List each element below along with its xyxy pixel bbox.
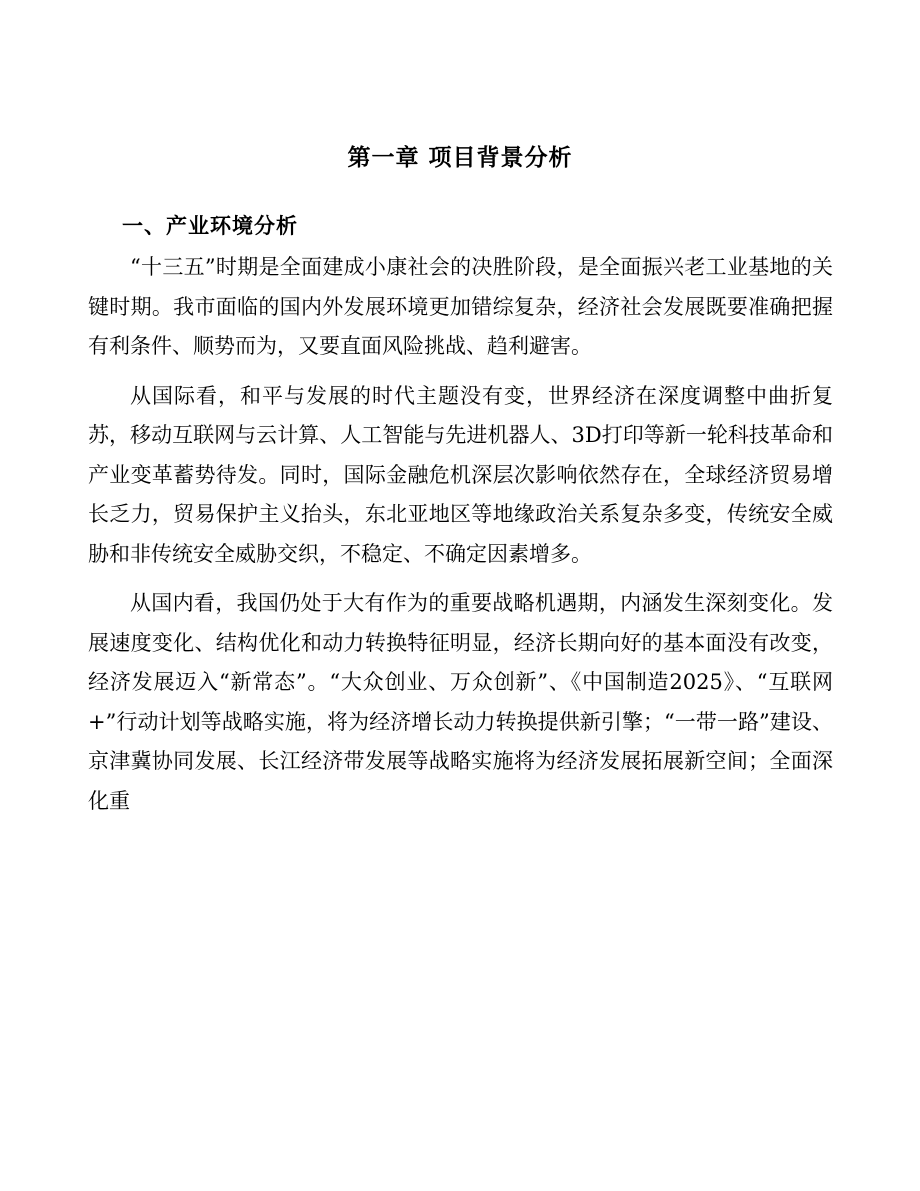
paragraph: “十三五”时期是全面建成小康社会的决胜阶段，是全面振兴老工业基地的关键时期。我市面临的国内外发展环境更加错综复杂，经济社会发展既要准确把握有利条件、顺势而为，又要直面风险挑战、趋利避害。 [88,255,833,358]
paragraph: 从国际看，和平与发展的时代主题没有变，世界经济在深度调整中曲折复苏，移动互联网与云计算、人工智能与先进机器人、3D打印等新一轮科技革命和产业变革蓄势待发。同时，国际金融危机深层次影响依然存在，全球经济贸易增长乏力，贸易保护主义抬头，东北亚地区等地缘政治关系复杂多变，传统安全威胁和非传统安全威胁交织，不稳定、不确定因素增多。 [88,383,833,566]
paragraph: 从国内看，我国仍处于大有作为的重要战略机遇期，内涵发生深刻变化。发展速度变化、结构优化和动力转换特征明显，经济长期向好的基本面没有改变，经济发展迈入“新常态”。“大众创业、万众创新”、《中国制造2025》、“互联网+”行动计划等战略实施，将为经济增长动力转换提供新引擎；“一带一路”建设、京津冀协同发展、长江经济带发展等战略实施将为经济发展拓展新空间；全面深化重 [88,591,833,813]
body-text [88,248,833,831]
chapter-title: 第一章 项目背景分析 [347,145,573,171]
section-heading: 一、产业环境分析 [122,214,298,238]
